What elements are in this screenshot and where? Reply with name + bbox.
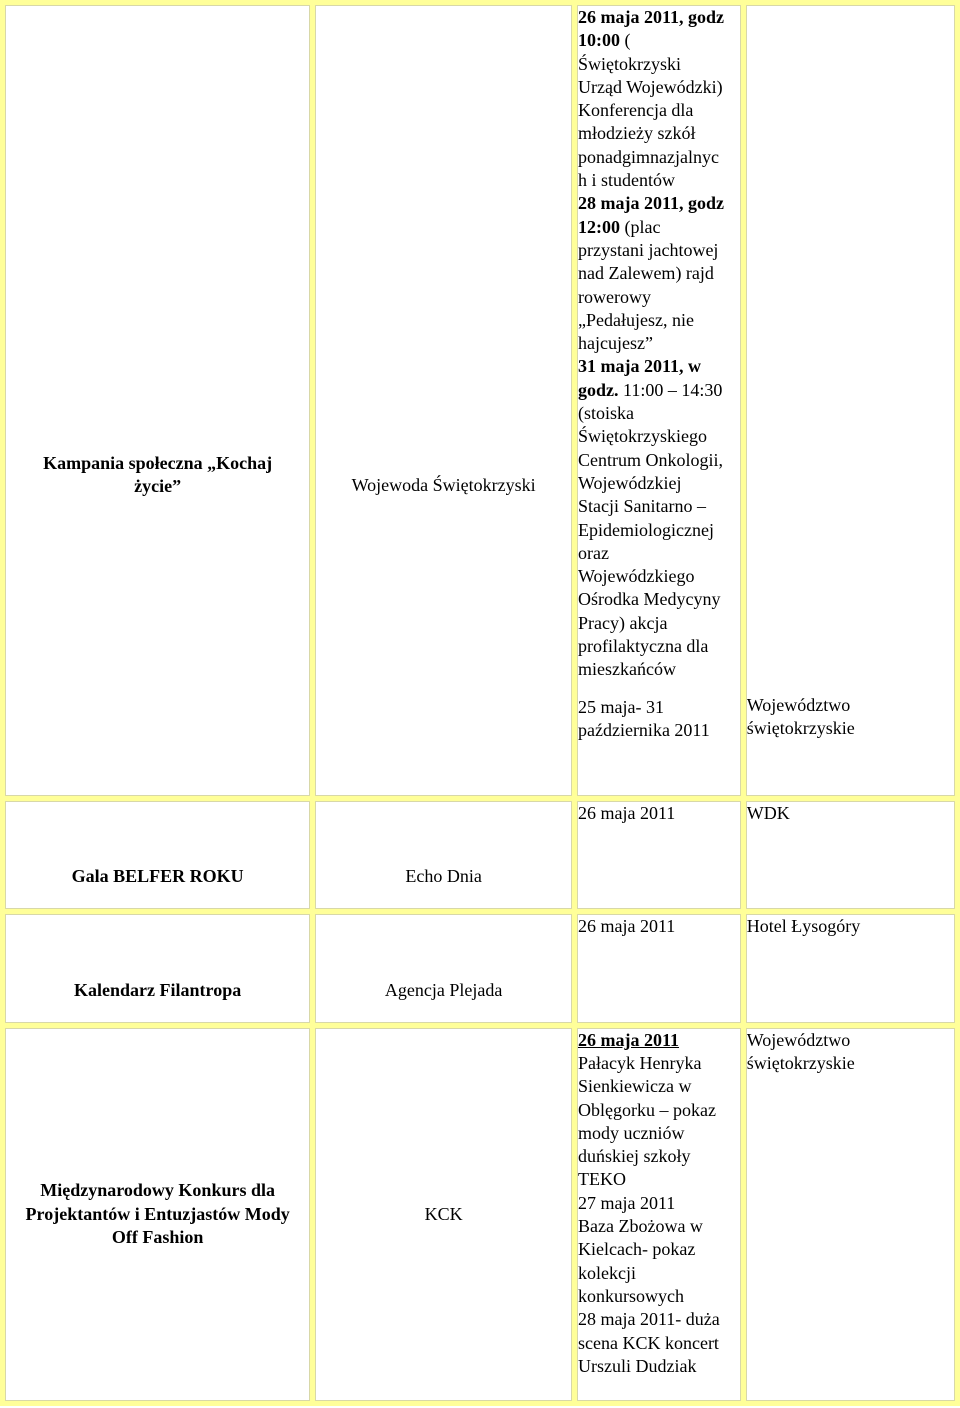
description-line xyxy=(578,449,740,472)
description-line-text: Oblęgorku – pokaz xyxy=(577,1099,716,1120)
place-text: Województwo xyxy=(746,695,851,715)
description-line xyxy=(578,1168,740,1191)
organizer-cell xyxy=(315,1028,572,1401)
date-text: 26 maja 2011 xyxy=(577,802,676,823)
description-line xyxy=(578,1285,740,1308)
description-line-text: 28 maja 2011- duża xyxy=(577,1309,720,1330)
description-cell xyxy=(577,1028,741,1401)
description-line-text: ponadgimnazjalnyc xyxy=(577,146,719,167)
description-line-text: Świętokrzyski xyxy=(577,53,681,74)
description-line xyxy=(578,6,740,29)
description-line-text: Pracy) akcja xyxy=(577,612,668,633)
place-text: Województwo xyxy=(746,1029,851,1050)
event-name-cell xyxy=(5,5,310,796)
date-cell xyxy=(577,914,741,1022)
event-name-cell xyxy=(5,1028,310,1401)
event-name-line: Projektantów i Entuzjastów Mody xyxy=(25,1203,290,1224)
place-cell xyxy=(746,1028,955,1401)
description-line-text: Kielcach- pokaz xyxy=(577,1239,696,1260)
description-line-suffix: (plac xyxy=(619,216,661,237)
description-line xyxy=(578,286,740,309)
organizer-text: Agencja Plejada xyxy=(384,979,503,1000)
description-line-text: 27 maja 2011 xyxy=(577,1192,676,1213)
description-line-text: duńskiej szkoły xyxy=(577,1146,691,1167)
description-text xyxy=(578,6,740,682)
description-line xyxy=(578,262,740,285)
description-line xyxy=(578,99,740,122)
description-line xyxy=(578,76,740,99)
description-line-text: 10:00 xyxy=(577,30,620,51)
description-line xyxy=(578,1262,740,1285)
description-line-text: konkursowych xyxy=(577,1285,684,1306)
description-line-text: 26 maja 2011, godz xyxy=(577,7,724,27)
description-line xyxy=(578,379,740,402)
table-row xyxy=(5,914,955,1022)
event-name-text: Kalendarz Filantropa xyxy=(74,979,242,1000)
description-line xyxy=(578,1052,740,1075)
description-line xyxy=(578,402,740,425)
description-line-text: mieszkańców xyxy=(577,659,676,680)
description-line-text: Centrum Onkologii, xyxy=(577,449,723,470)
description-line xyxy=(578,1029,740,1052)
date-text: 25 maja- 31 xyxy=(577,696,664,717)
description-line-text: przystani jachtowej xyxy=(577,239,719,260)
description-line-text: Baza Zbożowa w xyxy=(577,1216,703,1237)
description-line xyxy=(578,1215,740,1238)
description-line xyxy=(578,658,740,681)
event-name-cell xyxy=(5,914,310,1022)
description-line-text: scena KCK koncert xyxy=(577,1332,719,1353)
event-name-line: Off Fashion xyxy=(111,1226,204,1247)
description-line xyxy=(578,425,740,448)
description-line-text: Ośrodka Medycyny xyxy=(577,589,721,610)
description-line xyxy=(578,355,740,378)
description-line-text: godz. xyxy=(577,379,619,400)
description-line xyxy=(578,216,740,239)
date-text: 26 maja 2011 xyxy=(577,916,676,937)
description-line-text: (stoiska xyxy=(577,403,634,424)
description-line-text: TEKO xyxy=(577,1169,626,1190)
description-line xyxy=(578,53,740,76)
organizer-cell xyxy=(315,801,572,909)
description-line xyxy=(578,635,740,658)
description-line xyxy=(578,472,740,495)
place-cell xyxy=(746,914,955,1022)
description-line-text: młodzieży szkół xyxy=(577,123,696,144)
description-line xyxy=(578,495,740,518)
event-name-line: Międzynarodowy Konkurs dla xyxy=(40,1180,275,1201)
place-cell xyxy=(746,801,955,909)
description-line-text: Urząd Wojewódzki) xyxy=(577,76,723,97)
organizer-cell xyxy=(315,5,572,796)
description-line-text: kolekcji xyxy=(577,1262,636,1283)
description-line-text: Wojewódzkiej xyxy=(577,472,682,493)
table-row xyxy=(5,5,955,796)
description-line xyxy=(578,332,740,355)
description-line xyxy=(578,239,740,262)
description-line-text: 28 maja 2011, godz xyxy=(577,193,724,214)
event-name-cell xyxy=(5,801,310,909)
description-line-text: profilaktyczna dla xyxy=(577,636,709,657)
description-line-text: Stacji Sanitarno – xyxy=(577,496,706,517)
description-line-text: „Pedałujesz, nie xyxy=(577,309,694,330)
event-name-text: Gala BELFER ROKU xyxy=(71,866,244,887)
description-text xyxy=(578,1029,740,1378)
description-line xyxy=(578,1099,740,1122)
description-line xyxy=(578,146,740,169)
description-line xyxy=(578,1308,740,1331)
description-line-text: 26 maja 2011 xyxy=(577,1029,679,1050)
table-row xyxy=(5,1028,955,1401)
description-line-text: nad Zalewem) rajd xyxy=(577,263,714,284)
place-text: Hotel Łysogóry xyxy=(746,916,861,937)
description-line xyxy=(578,309,740,332)
description-line-text: Epidemiologicznej xyxy=(577,519,714,540)
place-text: świętokrzyskie xyxy=(746,1052,855,1073)
description-line xyxy=(578,1122,740,1145)
place-text: świętokrzyskie xyxy=(746,718,855,739)
description-line-text: 31 maja 2011, w xyxy=(577,356,701,377)
place-cell xyxy=(746,5,955,796)
description-line-suffix: 11:00 – 14:30 xyxy=(618,379,723,400)
event-name-line: życie” xyxy=(134,476,182,497)
description-line-text: Sienkiewicza w xyxy=(577,1076,692,1097)
description-line xyxy=(578,1192,740,1215)
description-line-text: Wojewódzkiego xyxy=(577,566,695,587)
date-cell xyxy=(577,801,741,909)
description-line-text: Świętokrzyskiego xyxy=(577,426,707,447)
description-line-text: hajcujesz” xyxy=(577,333,653,354)
description-line-suffix: ( xyxy=(619,30,631,51)
description-line xyxy=(578,1075,740,1098)
organizer-text: Wojewoda Świętokrzyski xyxy=(351,474,536,495)
place-text: WDK xyxy=(746,802,790,823)
description-line xyxy=(578,542,740,565)
description-line-text: 12:00 xyxy=(577,216,620,237)
description-line xyxy=(578,29,740,52)
date-text: października 2011 xyxy=(577,719,710,740)
description-line-text: oraz xyxy=(577,542,609,563)
description-line xyxy=(578,612,740,635)
organizer-text: KCK xyxy=(424,1203,463,1224)
description-line xyxy=(578,565,740,588)
description-line xyxy=(578,1355,740,1378)
description-line-text: h i studentów xyxy=(577,170,675,191)
table-row xyxy=(5,801,955,909)
description-line xyxy=(578,169,740,192)
description-line xyxy=(578,122,740,145)
description-line-text: rowerowy xyxy=(577,286,651,307)
description-line xyxy=(578,588,740,611)
event-name-line: Kampania społeczna „Kochaj xyxy=(43,453,273,474)
organizer-cell xyxy=(315,914,572,1022)
description-line xyxy=(578,1145,740,1168)
description-line xyxy=(578,519,740,542)
description-line-text: mody uczniów xyxy=(577,1122,685,1143)
description-line xyxy=(578,192,740,215)
description-line-text: Urszuli Dudziak xyxy=(577,1355,697,1376)
description-line xyxy=(578,1238,740,1261)
organizer-text: Echo Dnia xyxy=(405,866,482,887)
description-cell xyxy=(577,5,741,796)
description-line-text: Pałacyk Henryka xyxy=(577,1052,702,1073)
description-line-text: Konferencja dla xyxy=(577,100,694,121)
description-line xyxy=(578,1332,740,1355)
